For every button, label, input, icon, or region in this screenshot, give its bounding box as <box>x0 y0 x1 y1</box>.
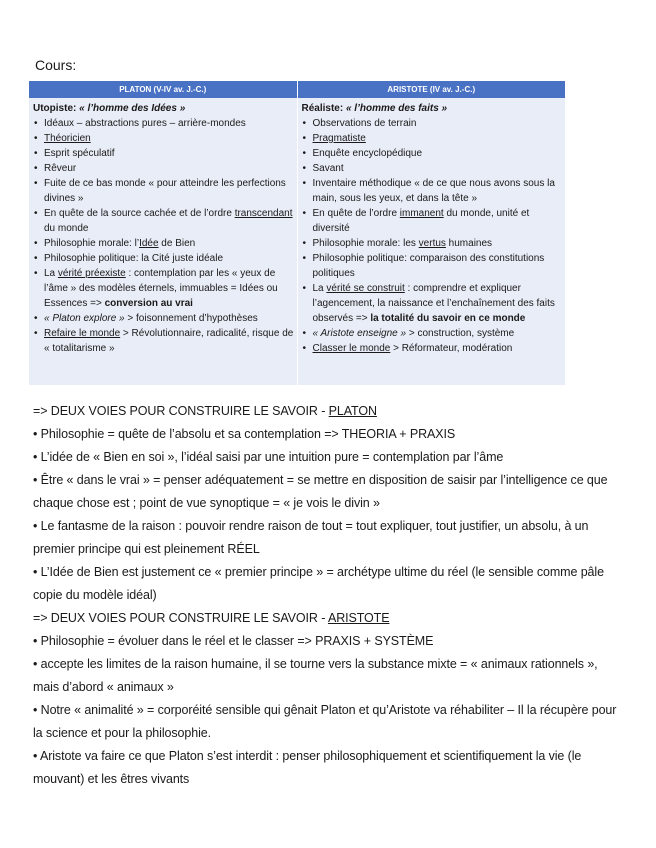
list-item: • La vérité préexiste : contemplation par les « yeux de l’âme » des modèles éternels, immuables = Idées ou Essences => conversion au vrai <box>33 266 295 311</box>
note-line: • Philosophie = quête de l’absolu et sa contemplation => THEORIA + PRAXIS <box>33 427 456 441</box>
aristote-header: ARISTOTE (IV av. J.-C.) <box>298 81 566 98</box>
list-item: • Fuite de ce bas monde « pour atteindre les perfections divines » <box>33 176 295 206</box>
section-heading-aristote: => DEUX VOIES POUR CONSTRUIRE LE SAVOIR - ARISTOTE <box>33 611 390 625</box>
aristote-body <box>298 98 566 356</box>
platon-column <box>29 81 297 385</box>
list-item: • En quête de la source cachée et de l’ordre transcendant du monde <box>33 206 295 236</box>
platon-body <box>29 98 297 356</box>
list-item: • En quête de l’ordre immanent du monde, unité et diversité <box>302 206 564 236</box>
list-item: • Observations de terrain <box>302 116 564 131</box>
section-heading-platon: => DEUX VOIES POUR CONSTRUIRE LE SAVOIR - PLATON <box>33 404 377 418</box>
note-line: • Être « dans le vrai » = penser adéquatement = se mettre en disposition de saisir par l’intelligence ce que chaque chose est ; point de vue synoptique = « je vois le divin » <box>33 473 608 510</box>
list-item: • Rêveur <box>33 161 295 176</box>
comparison-table <box>29 81 565 385</box>
list-item: • Philosophie politique: comparaison des constitutions politiques <box>302 251 564 281</box>
heading: Cours: <box>35 57 77 73</box>
list-item: • Philosophie politique: la Cité juste idéale <box>33 251 295 266</box>
list-item: • Esprit spéculatif <box>33 146 295 161</box>
list-item: • Inventaire méthodique « de ce que nous avons sous la main, sous les yeux, et dans la tête » <box>302 176 564 206</box>
note-line: • Aristote va faire ce que Platon s’est interdit : penser philosophiquement et scientifiquement la vie (le mouvant) et les êtres vivants <box>33 749 582 786</box>
list-item: • « Aristote enseigne » > construction, système <box>302 326 564 341</box>
note-line: • accepte les limites de la raison humaine, il se tourne vers la substance mixte = « animaux rationnels », mais d’abord « animaux » <box>33 657 598 694</box>
platon-subtitle: Utopiste: « l’homme des Idées » <box>33 103 186 114</box>
list-item: • Théoricien <box>33 131 295 146</box>
list-item: • Philosophie morale: les vertus humaines <box>302 236 564 251</box>
aristote-subtitle: Réaliste: « l’homme des faits » <box>301 103 448 114</box>
list-item: • Pragmatiste <box>302 131 564 146</box>
aristote-column <box>297 81 566 385</box>
notes <box>33 400 623 791</box>
list-item: • Enquête encyclopédique <box>302 146 564 161</box>
note-line: • Le fantasme de la raison : pouvoir rendre raison de tout = tout expliquer, tout justifier, un absolu, à un premier principe qui est pleinement RÉEL <box>33 519 589 556</box>
note-line: • L’idée de « Bien en soi », l’idéal saisi par une intuition pure = contemplation par l’âme <box>33 450 504 464</box>
note-line: • Philosophie = évoluer dans le réel et le classer => PRAXIS + SYSTÈME <box>33 634 434 648</box>
list-item: • Refaire le monde > Révolutionnaire, radicalité, risque de « totalitarisme » <box>33 326 295 356</box>
list-item: • « Platon explore » > foisonnement d’hypothèses <box>33 311 295 326</box>
aristote-list <box>302 116 564 356</box>
list-item: • La vérité se construit : comprendre et expliquer l’agencement, la naissance et l’enchaînement des faits observés => la totalité du savoir en ce monde <box>302 281 564 326</box>
list-item: • Idéaux – abstractions pures – arrière-mondes <box>33 116 295 131</box>
list-item: • Classer le monde > Réformateur, modération <box>302 341 564 356</box>
platon-header: PLATON (V-IV av. J.-C.) <box>29 81 297 98</box>
note-line: • L’Idée de Bien est justement ce « premier principe » = archétype ultime du réel (le sensible comme pâle copie du modèle idéal) <box>33 565 604 602</box>
platon-list <box>33 116 295 356</box>
list-item: • Savant <box>302 161 564 176</box>
note-line: • Notre « animalité » = corporéité sensible qui gênait Platon et qu’Aristote va réhabiliter – Il la récupère pour la science et pour la philosophie. <box>33 703 617 740</box>
list-item: • Philosophie morale: l’Idée de Bien <box>33 236 295 251</box>
